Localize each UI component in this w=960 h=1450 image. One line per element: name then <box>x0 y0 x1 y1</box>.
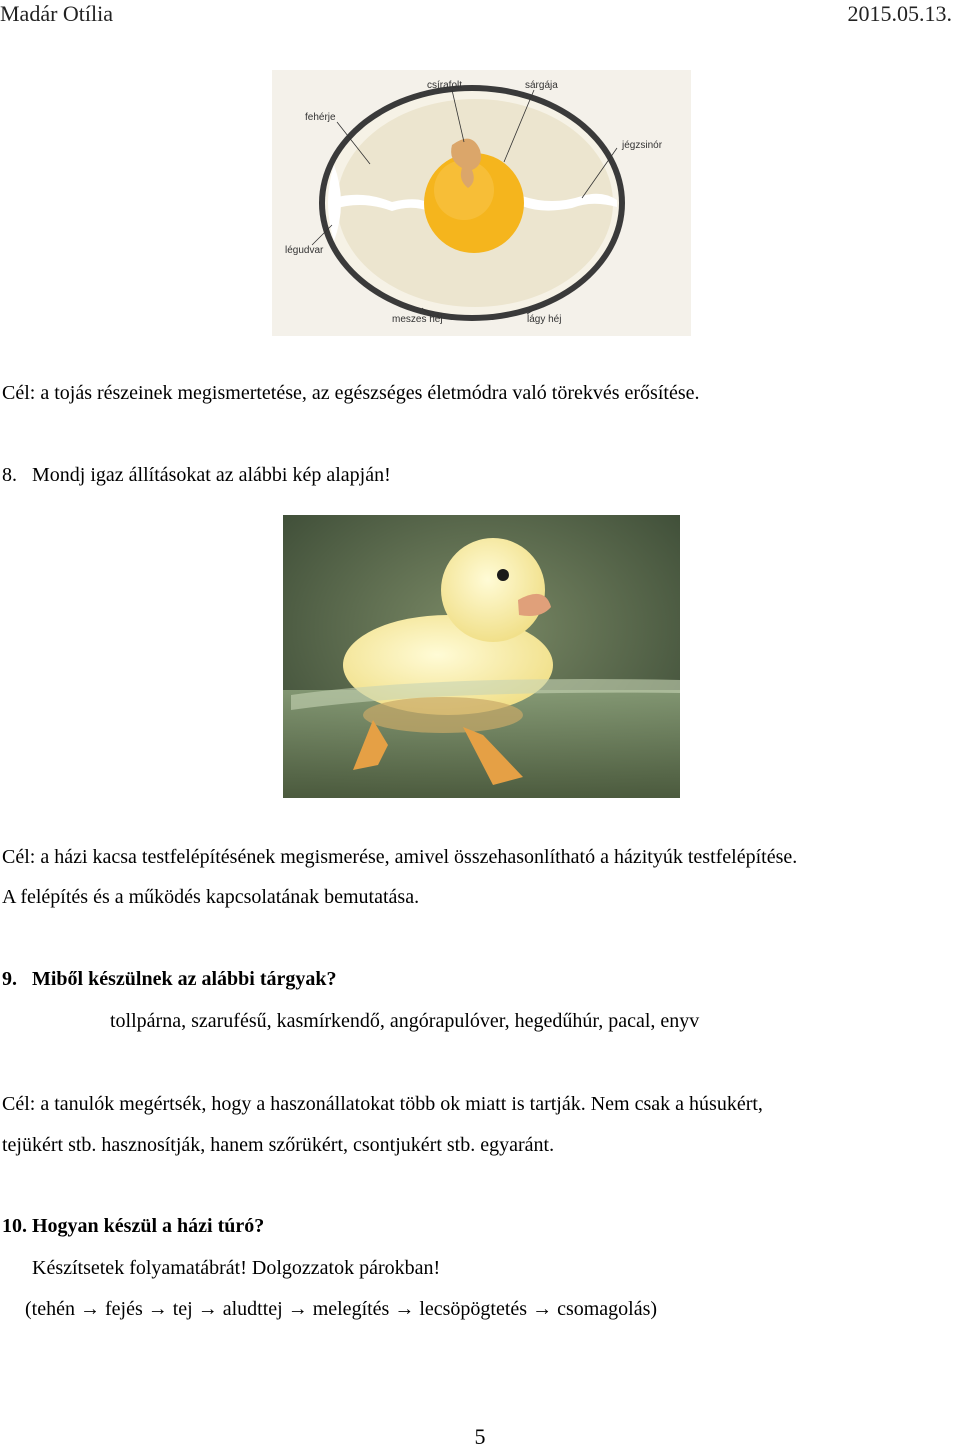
goal-animals-line-2: tejükért stb. hasznosítják, hanem szőrükért, csontjukért stb. egyaránt. <box>2 1134 555 1156</box>
duck-eye <box>497 569 509 581</box>
goal-egg-text: Cél: a tojás részeinek megismertetése, az egészséges életmódra való törekvés erősítése. <box>2 382 700 404</box>
duckling-photo <box>283 515 680 798</box>
label-air-cell: légudvar <box>285 245 324 256</box>
goal-duck-line-2: A felépítés és a működés kapcsolatának bemutatása. <box>2 886 420 908</box>
goal-duck-line-1: Cél: a házi kacsa testfelépítésének megismerése, amivel összehasonlítható a házityúk testfelépítése. <box>2 846 798 868</box>
label-membrane: lágy héj <box>527 314 562 325</box>
label-embryo: csírafolt <box>427 80 463 91</box>
question-9-items: tollpárna, szarufésű, kasmírkendő, angórapulóver, hegedűhúr, pacal, enyv <box>110 1010 700 1032</box>
author-name: Madár Otília <box>0 1 114 26</box>
duck-underwater-body <box>363 697 523 733</box>
label-shell: meszes héj <box>392 314 443 325</box>
question-9: 9. Miből készülnek az alábbi tárgyak? <box>2 968 337 990</box>
question-10: 10. Hogyan készül a házi túró? <box>2 1215 265 1237</box>
egg-diagram <box>272 70 691 336</box>
document-date: 2015.05.13. <box>847 1 952 26</box>
label-chalaza: jégzsinór <box>622 140 663 151</box>
page-number: 5 <box>474 1424 486 1449</box>
duck-head <box>441 538 545 642</box>
question-10-task: Készítsetek folyamatábrát! Dolgozzatok párokban! <box>32 1257 441 1279</box>
goal-animals-line-1: Cél: a tanulók megértsék, hogy a haszonállatokat több ok miatt is tartják. Nem csak a húsukért, <box>2 1093 763 1115</box>
question-10-flow: (tehén → fejés → tej → aludttej → melegítés → lecsöpögtetés → csomagolás) <box>25 1298 658 1320</box>
label-white: fehérje <box>305 112 336 123</box>
label-yolk: sárgája <box>525 80 558 91</box>
question-8: 8. Mondj igaz állításokat az alábbi kép alapján! <box>2 464 391 486</box>
